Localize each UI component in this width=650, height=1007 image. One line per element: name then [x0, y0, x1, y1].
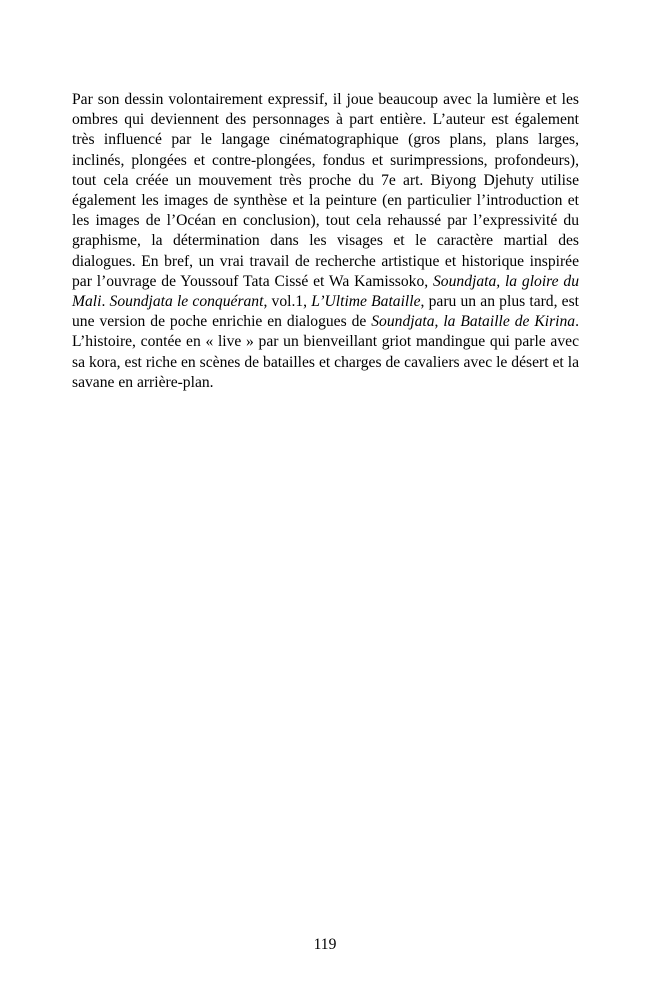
body-text: , vol.1, [263, 293, 312, 311]
body-text: , paru un an plus tard, est une version de poche enrichie en dialogues de [72, 293, 580, 331]
italic-title-text: Soundjata le conquérant [109, 293, 264, 311]
italic-title-text: la Bataille de Kirina [443, 313, 576, 331]
page-number: 119 [313, 936, 337, 953]
italic-title-text: L’Ultime Bataille [311, 293, 421, 311]
body-text: . L’histoire, contée en « live » par un bienveillant griot mandingue qui parle avec sa kora, est riche en scènes de batailles et charges de cavaliers avec le désert et la savane en arrière-plan. [72, 313, 579, 391]
body-text: . [101, 293, 110, 311]
body-text: , [434, 313, 444, 331]
page-footer [0, 935, 650, 955]
italic-title-text: Soundjata [371, 313, 435, 331]
italic-title-text: Soundjata, la gloire du Mali [72, 272, 580, 311]
body-text: Par son dessin volontairement expressif, il joue beaucoup avec la lumière et les ombres qui deviennent des personnages à part entière. L’auteur est également très influencé par le langage cinématographique (gros plans, plans larges, inclinés, plongées et contre-plongées, fondus et surimpressions, profondeurs), tout cela créée un mouvement très proche du 7e art. Biyong Djehuty utilise également les images de synthèse et la peinture (en particulier l’introduction et les images de l’Océan en conclusion), tout cela rehaussé par l’expressivité du graphisme, la détermination dans les visages et le caractère martial des dialogues. En bref, un vrai travail de recherche artistique et historique inspirée par l’ouvrage de Youssouf Tata Cissé et Wa Kamissoko, [72, 91, 579, 290]
body-paragraph [72, 90, 579, 393]
text-block [72, 90, 579, 393]
